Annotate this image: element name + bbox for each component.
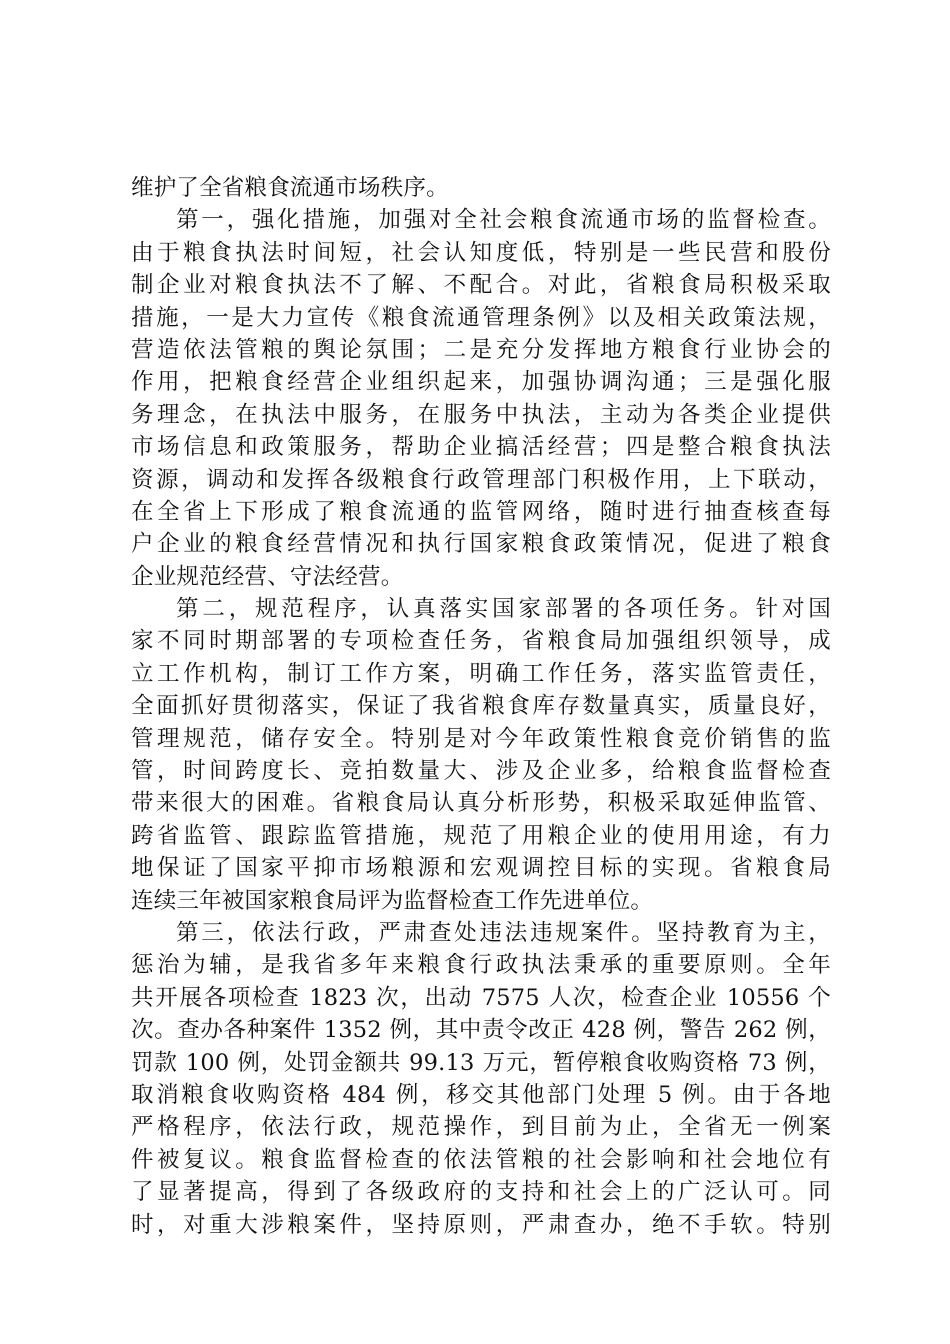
text-line: 第二，规范程序，认真落实国家部署的各项任务。针对国: [176, 596, 831, 623]
text-line: 地保证了国家平抑市场粮源和宏观调控目标的实现。省粮食局: [131, 855, 831, 882]
text-line: 资源，调动和发挥各级粮食行政管理部门积极作用，上下联动，: [131, 466, 831, 493]
text-line: 营造依法管粮的舆论氛围；二是充分发挥地方粮食行业协会的: [131, 336, 831, 363]
text-line: 管理规范，储存安全。特别是对今年政策性粮食竞价销售的监: [131, 725, 831, 752]
text-line: 共开展各项检查 1823 次，出动 7575 人次，检查企业 10556 个: [131, 984, 831, 1011]
text-line: 第三，依法行政，严肃查处违法违规案件。坚持教育为主，: [176, 919, 831, 946]
text-line: 跨省监管、跟踪监管措施，规范了用粮企业的使用用途，有力: [131, 822, 831, 849]
text-line: 第一，强化措施，加强对全社会粮食流通市场的监督检查。: [176, 207, 831, 234]
text-line: 管，时间跨度长、竞拍数量大、涉及企业多，给粮食监督检查: [131, 758, 831, 785]
text-line: 维护了全省粮食流通市场秩序。: [131, 175, 449, 201]
text-line: 作用，把粮食经营企业组织起来，加强协调沟通；三是强化服: [131, 369, 831, 396]
text-line: 取消粮食收购资格 484 例，移交其他部门处理 5 例。由于各地: [131, 1081, 831, 1108]
text-line: 时，对重大涉粮案件，坚持原则，严肃查办，绝不手软。特别: [131, 1211, 831, 1238]
text-line: 带来很大的困难。省粮食局认真分析形势，积极采取延伸监管、: [131, 790, 831, 817]
text-line: 家不同时期部署的专项检查任务，省粮食局加强组织领导，成: [131, 628, 831, 655]
text-line: 制企业对粮食执法不了解、不配合。对此，省粮食局积极采取: [131, 272, 831, 299]
body-text: [131, 172, 831, 1241]
text-line: 次。查办各种案件 1352 例，其中责令改正 428 例，警告 262 例，: [131, 1017, 831, 1044]
text-line: 立工作机构，制订工作方案，明确工作任务，落实监管责任，: [131, 660, 831, 687]
text-line: 件被复议。粮食监督检查的依法管粮的社会影响和社会地位有: [131, 1146, 831, 1173]
text-line: 连续三年被国家粮食局评为监督检查工作先进单位。: [131, 887, 654, 914]
text-line: 企业规范经营、守法经营。: [131, 563, 404, 590]
text-line: 户企业的粮食经营情况和执行国家粮食政策情况，促进了粮食: [131, 531, 831, 558]
text-line: 由于粮食执法时间短，社会认知度低，特别是一些民营和股份: [131, 239, 831, 266]
text-line: 全面抓好贯彻落实，保证了我省粮食库存数量真实，质量良好，: [131, 693, 831, 720]
text-line: 了显著提高，得到了各级政府的支持和社会上的广泛认可。同: [131, 1179, 831, 1206]
text-line: 在全省上下形成了粮食流通的监管网络，随时进行抽查核查每: [131, 498, 831, 525]
text-line: 罚款 100 例，处罚金额共 99.13 万元，暂停粮食收购资格 73 例，: [131, 1049, 831, 1076]
text-line: 严格程序，依法行政，规范操作，到目前为止，全省无一例案: [131, 1114, 831, 1141]
text-line: 务理念，在执法中服务，在服务中执法，主动为各类企业提供: [131, 401, 831, 428]
text-line: 措施，一是大力宣传《粮食流通管理条例》以及相关政策法规，: [131, 304, 831, 331]
text-line: 惩治为辅，是我省多年来粮食行政执法秉承的重要原则。全年: [131, 952, 831, 979]
text-line: 市场信息和政策服务，帮助企业搞活经营；四是整合粮食执法: [131, 434, 831, 461]
